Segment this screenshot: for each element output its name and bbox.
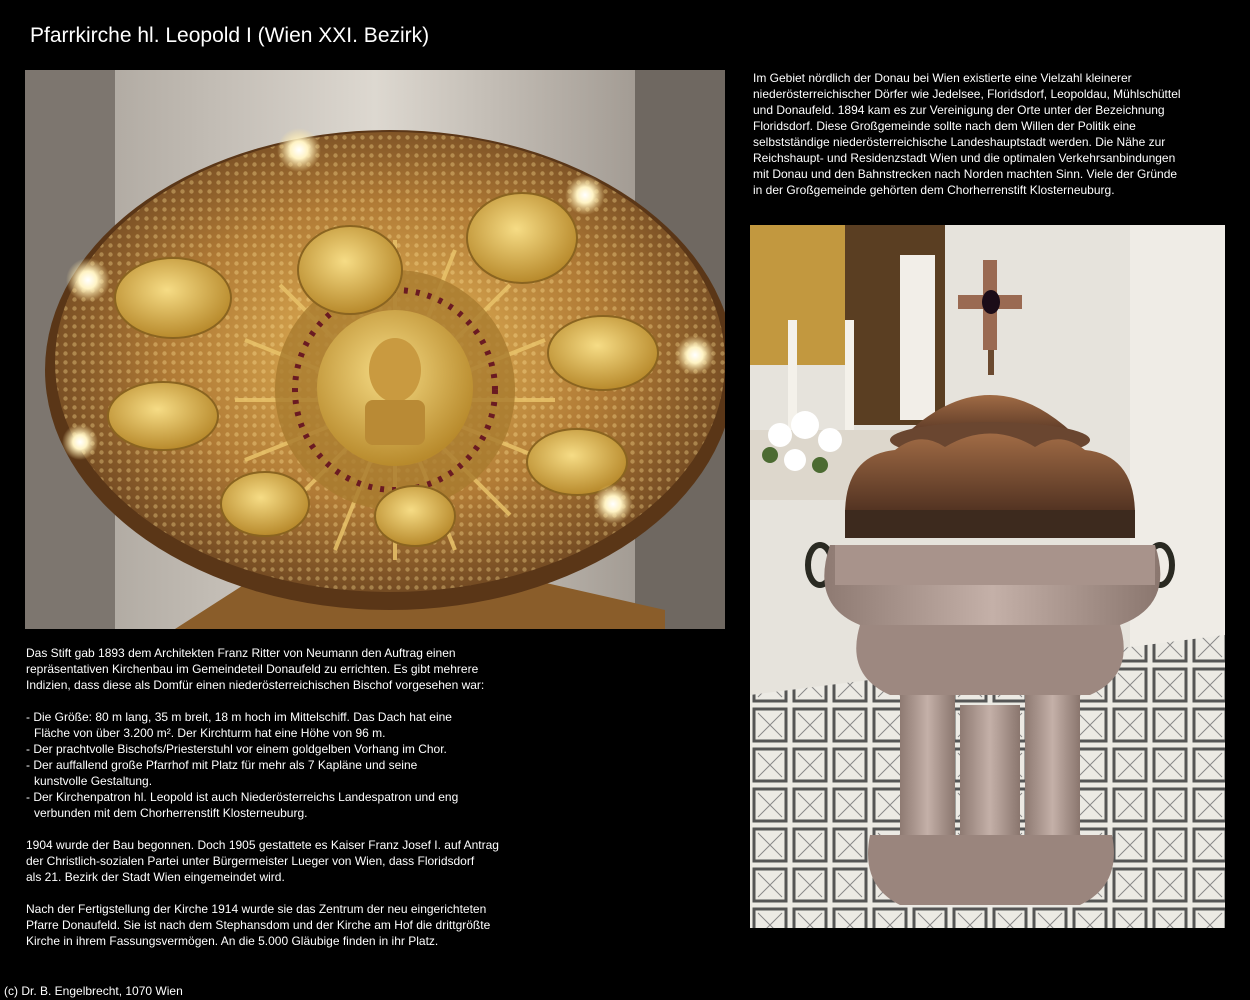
text-line: der Christlich-sozialen Partei unter Bürgermeister Lueger von Wien, dass Floridsdorf: [26, 854, 475, 868]
canopy-photo: [25, 70, 725, 629]
bullet-line: kunstvolle Gestaltung.: [34, 774, 153, 788]
text-line: Im Gebiet nördlich der Donau bei Wien existierte eine Vielzahl kleinerer: [753, 71, 1132, 85]
text-line: Indizien, dass diese als Domfür einen niederösterreichischen Bischof vorgesehen war:: [26, 678, 485, 692]
text-line: Nach der Fertigstellung der Kirche 1914 wurde sie das Zentrum der neu eingerichteten: [26, 902, 487, 916]
text-line: Floridsdorf. Diese Großgemeinde sollte nach dem Willen der Politik eine: [753, 119, 1136, 133]
baptismal-font-photo: [750, 225, 1225, 928]
text-line: und Donaufeld. 1894 kam es zur Vereinigung der Orte unter der Bezeichnung: [753, 103, 1165, 117]
text-line: repräsentativen Kirchenbau im Gemeindeteil Donaufeld zu errichten. Es gibt mehrere: [26, 662, 479, 676]
text-line: mit Donau und den Bahnstrecken nach Norden machten Sinn. Viele der Gründe: [753, 167, 1178, 181]
history-text-right: [753, 70, 1181, 198]
bullet-line: - Der prachtvolle Bischofs/Priesterstuhl vor einem goldgelben Vorhang im Chor.: [26, 742, 447, 756]
text-line: Pfarre Donaufeld. Sie ist nach dem Stephansdom und der Kirche am Hof die drittgrößte: [26, 918, 491, 932]
text-line: als 21. Bezirk der Stadt Wien eingemeindet wird.: [26, 870, 285, 884]
text-line: selbstständige niederösterreichische Landeshauptstadt werden. Die Nähe zur: [753, 135, 1166, 149]
text-line: Reichshaupt- und Residenzstadt Wien und die optimalen Verkehrsanbindungen: [753, 151, 1176, 165]
text-line: niederösterreichischer Dörfer wie Jedelsee, Floridsdorf, Leopoldau, Mühlschüttel: [753, 87, 1181, 101]
copyright-footer: (c) Dr. B. Engelbrecht, 1070 Wien: [4, 984, 183, 998]
bullet-line: Fläche von über 3.200 m². Der Kirchturm hat eine Höhe von 96 m.: [34, 726, 386, 740]
bullet-line: - Die Größe: 80 m lang, 35 m breit, 18 m hoch im Mittelschiff. Das Dach hat eine: [26, 710, 452, 724]
text-line: Das Stift gab 1893 dem Architekten Franz Ritter von Neumann den Auftrag einen: [26, 646, 456, 660]
bullet-line: - Der Kirchenpatron hl. Leopold ist auch Niederösterreichs Landespatron und eng: [26, 790, 459, 804]
text-line: 1904 wurde der Bau begonnen. Doch 1905 gestattete es Kaiser Franz Josef I. auf Antrag: [26, 838, 499, 852]
bullet-line: verbunden mit dem Chorherrenstift Klosterneuburg.: [34, 806, 308, 820]
text-line: in der Großgemeinde gehörten dem Chorherrenstift Klosterneuburg.: [753, 183, 1115, 197]
text-line: Kirche in ihrem Fassungsvermögen. An die 5.000 Gläubige finden in ihr Platz.: [26, 934, 439, 948]
history-text-left: [26, 645, 499, 949]
bullet-line: - Der auffallend große Pfarrhof mit Platz für mehr als 7 Kapläne und seine: [26, 758, 418, 772]
page-title: Pfarrkirche hl. Leopold I (Wien XXI. Bezirk): [30, 24, 430, 47]
